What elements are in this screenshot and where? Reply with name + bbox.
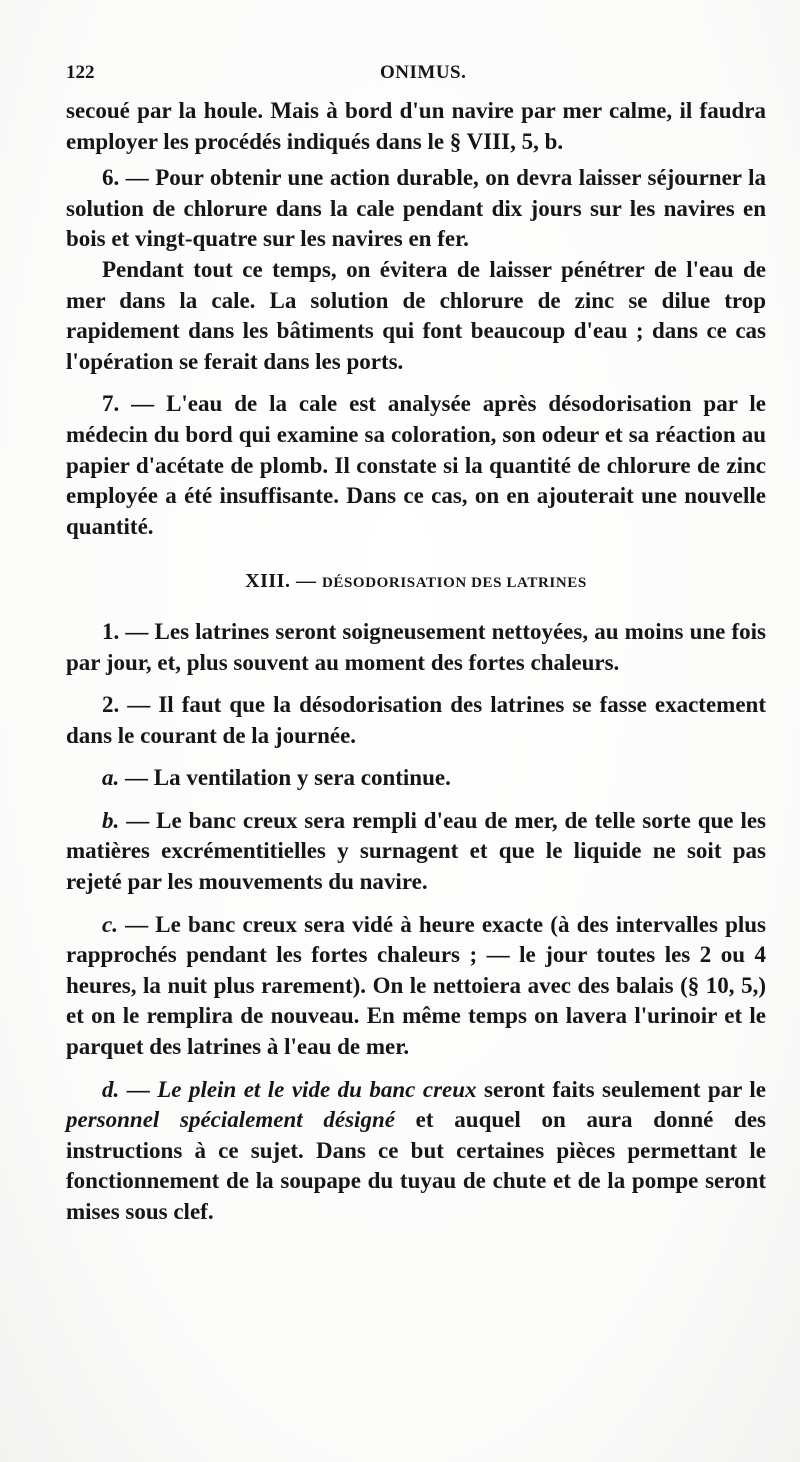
item-text-d-italic-1: Le plein et le vide du banc creux [157,1076,477,1102]
item-text-a: — La ventilation y sera continue. [125,765,451,791]
paragraph-pendant: Pendant tout ce temps, on évitera de laisser pénétrer de l'eau de mer dans la cale. La solution de chlorure de zinc se dilue trop rapidement dans les bâtiments qui font beaucoup d'eau ; dans ce cas l'opération se ferait dans les ports. [66,256,766,374]
item-text-c: — Le banc creux sera vidé à heure exacte (à des intervalles plus rapprochés pendant les fortes chaleurs ; — le jour toutes les 2 ou 4 heures, la nuit plus rarement). On le nettoiera avec des balais (§ 10, 5,) et on le remplira de nouveau. En même temps on lavera l'urinoir et le parquet des latrines à l'eau de mer. [66,911,766,1060]
running-head: ONIMUS. [380,62,467,83]
section-dash: — [295,570,317,593]
paragraph-item-c [66,910,766,1063]
item-label-a: a. [102,765,120,791]
paragraph-item-1: 1. — Les latrines seront soigneusement nettoyées, au moins une fois par jour, et, plus souvent au moment des fortes chaleurs. [66,618,766,675]
paragraph-item-d [66,1075,766,1228]
item-text-b: — Le banc creux sera rempli d'eau de mer, de telle sorte que les matières excrémentitielles y surnagent et que le liquide ne soit pas rejeté par les mouvements du navire. [66,807,766,895]
item-text-d-italic-2: personnel spécialement désigné [66,1107,395,1133]
paragraph-item-6: 6. — Pour obtenir une action durable, on devra laisser séjourner la solution de chlorure dans la cale pendant dix jours sur les navires en bois et vingt-quatre sur les navires en fer. [66,165,766,252]
item-text-d-1: — [126,1076,158,1102]
section-number: XIII. [245,570,291,593]
section-title: DÉSODORISATION DES LATRINES [321,575,587,592]
item-text-d-2: seront faits seulement par le [476,1076,767,1102]
paragraph-continuation: secoué par la houle. Mais à bord d'un navire par mer calme, il faudra employer les procédés indiqués dans le § VIII, 5, b. [66,98,766,154]
paragraph-item-b [66,806,766,898]
paragraph-item-a [66,763,766,794]
item-label-c: c. [102,911,118,937]
page-number: 122 [66,62,95,83]
paragraph-item-2: 2. — Il faut que la désodorisation des latrines se fasse exactement dans le courant de la journée. [66,692,766,748]
item-label-d: d. [102,1076,120,1102]
page-body [66,96,766,1228]
item-label-b: b. [102,807,120,833]
paragraph-item-7: 7. — L'eau de la cale est analysée après désodorisation par le médecin du bord qui examine sa coloration, son odeur et sa réaction au papier d'acétate de plomb. Il constate si la quantité de chlorure de zinc employée a été insuffisante. Dans ce cas, on en ajouterait une nouvelle quantité. [66,391,766,539]
page-header [66,60,766,90]
section-heading [66,566,766,599]
item-text-d-3: et auquel on aura donné des instructions à ce sujet. Dans ce but certaines pièces permettant le fonctionnement de la soupape du tuyau de chute et de la pompe seront mises sous clef. [66,1107,767,1224]
